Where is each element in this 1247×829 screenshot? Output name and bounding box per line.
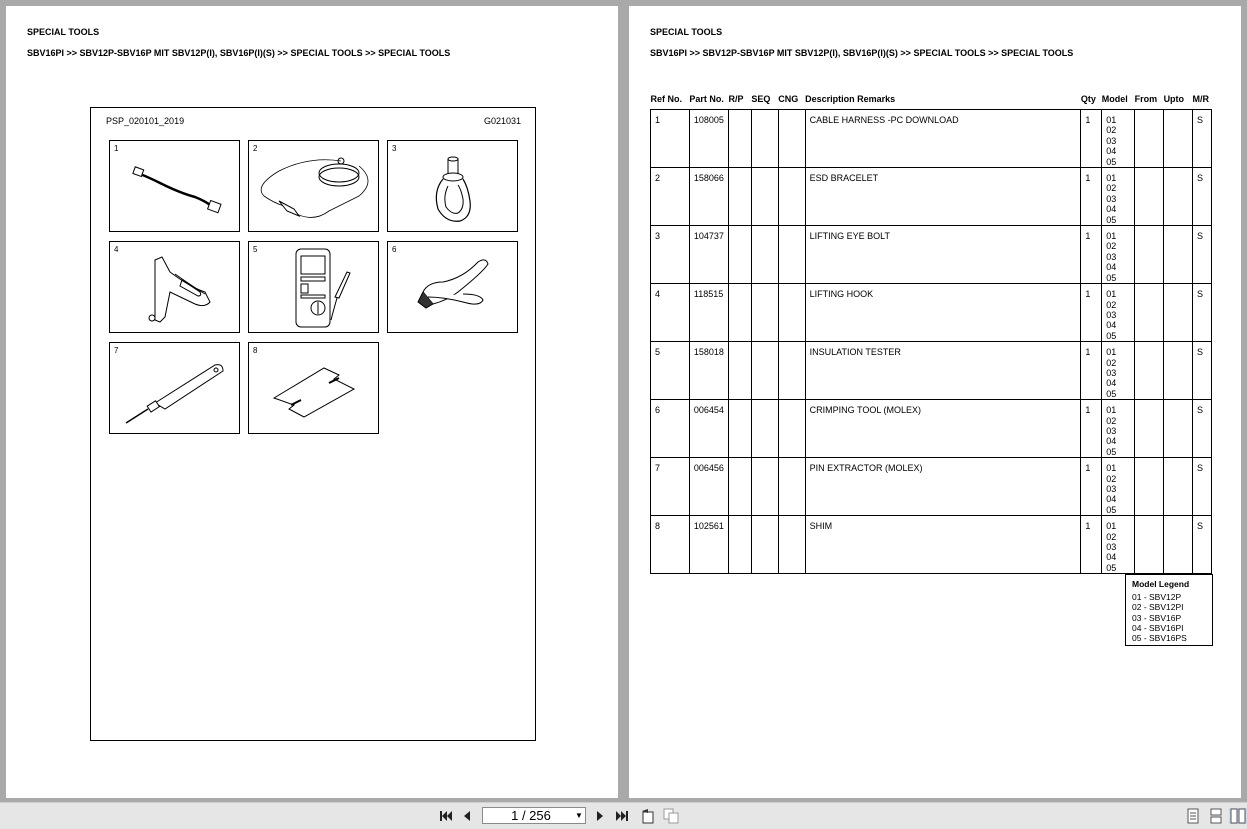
model-code: 03 [1106, 193, 1117, 204]
from-cell [1135, 226, 1164, 284]
upto-cell [1164, 284, 1193, 342]
cng-cell [778, 168, 805, 226]
parts-table [650, 93, 1212, 574]
model-code: 01 [1106, 521, 1117, 532]
cng-cell [778, 458, 805, 516]
figure-cell-7[interactable] [109, 342, 240, 434]
part-number-cell: 006454 [689, 400, 728, 458]
seq-cell [751, 110, 778, 168]
crimping-tool-icon [388, 242, 517, 332]
model-code: 05 [1106, 562, 1117, 573]
cell-number: 6 [392, 245, 397, 254]
model-code: 03 [1106, 425, 1117, 436]
legend-item: 05 - SBV16PS [1132, 633, 1187, 644]
part-number-cell: 118515 [689, 284, 728, 342]
mr-cell: S [1192, 400, 1211, 458]
model-code: 04 [1106, 262, 1117, 273]
figure-cell-1[interactable] [109, 140, 240, 232]
insulation-tester-icon [249, 242, 378, 332]
column-header: Description Remarks [805, 93, 1081, 110]
mr-cell: S [1192, 226, 1211, 284]
column-header: Qty [1081, 93, 1102, 110]
mr-cell: S [1192, 168, 1211, 226]
figure-cell-2[interactable] [248, 140, 379, 232]
table-header [651, 93, 1212, 110]
cng-cell [778, 516, 805, 574]
mr-cell: S [1192, 110, 1211, 168]
seq-cell [751, 400, 778, 458]
column-header: Part No. [689, 93, 728, 110]
ref-cell: 1 [651, 110, 690, 168]
part-number-cell: 158018 [689, 342, 728, 400]
breadcrumb: SBV16PI >> SBV12P-SBV16P MIT SBV12P(I), SBV16P(I)(S) >> SPECIAL TOOLS >> SPECIAL TOOLS [650, 48, 1074, 58]
cell-number: 4 [114, 245, 119, 254]
page-indicator: 1 / 256 [511, 808, 551, 823]
upto-cell [1164, 110, 1193, 168]
model-code: 04 [1106, 552, 1117, 563]
from-cell [1135, 516, 1164, 574]
figure-cell-6[interactable] [387, 241, 518, 333]
upto-cell [1164, 516, 1193, 574]
from-cell [1135, 342, 1164, 400]
table-row[interactable] [651, 168, 1212, 226]
description-cell: LIFTING EYE BOLT [805, 226, 1081, 284]
seq-cell [751, 168, 778, 226]
cng-cell [778, 342, 805, 400]
figure-cell-5[interactable] [248, 241, 379, 333]
table-row[interactable] [651, 284, 1212, 342]
column-header: Model [1102, 93, 1135, 110]
part-number-cell: 158066 [689, 168, 728, 226]
fit-icon[interactable] [662, 808, 680, 824]
rp-cell [728, 284, 751, 342]
column-header: M/R [1192, 93, 1211, 110]
legend-item: 02 - SBV12PI [1132, 602, 1184, 613]
column-header: R/P [728, 93, 751, 110]
rp-cell [728, 226, 751, 284]
mr-cell: S [1192, 458, 1211, 516]
upto-cell [1164, 342, 1193, 400]
from-cell [1135, 168, 1164, 226]
description-cell: CRIMPING TOOL (MOLEX) [805, 400, 1081, 458]
model-code: 05 [1106, 214, 1117, 225]
seq-cell [751, 226, 778, 284]
model-code: 02 [1106, 531, 1117, 542]
breadcrumb: SBV16PI >> SBV12P-SBV16P MIT SBV12P(I), SBV16P(I)(S) >> SPECIAL TOOLS >> SPECIAL TOOLS [27, 48, 451, 58]
continuous-icon[interactable] [1208, 808, 1224, 824]
rp-cell [728, 168, 751, 226]
model-code: 04 [1106, 204, 1117, 215]
seq-cell [751, 458, 778, 516]
from-cell [1135, 400, 1164, 458]
esd-bracelet-icon [249, 141, 378, 231]
description-cell: SHIM [805, 516, 1081, 574]
ref-cell: 2 [651, 168, 690, 226]
from-cell [1135, 458, 1164, 516]
cng-cell [778, 226, 805, 284]
lifting-eye-bolt-icon [388, 141, 517, 231]
model-code: 05 [1106, 330, 1117, 341]
from-cell [1135, 110, 1164, 168]
viewer-toolbar [0, 802, 1247, 829]
model-cell [1102, 226, 1135, 284]
mr-cell: S [1192, 284, 1211, 342]
model-cell [1102, 110, 1135, 168]
model-cell [1102, 516, 1135, 574]
ref-cell: 4 [651, 284, 690, 342]
model-cell [1102, 342, 1135, 400]
table-row[interactable] [651, 226, 1212, 284]
figure-cell-3[interactable] [387, 140, 518, 232]
model-code: 02 [1106, 125, 1117, 136]
qty-cell: 1 [1081, 400, 1102, 458]
rp-cell [728, 400, 751, 458]
model-code: 01 [1106, 289, 1117, 300]
figure-code: PSP_020101_2019 [106, 116, 185, 126]
rp-cell [728, 342, 751, 400]
seq-cell [751, 284, 778, 342]
model-code: 04 [1106, 494, 1117, 505]
model-code: 04 [1106, 320, 1117, 331]
part-number-cell: 102561 [689, 516, 728, 574]
shim-icon [249, 343, 378, 433]
ref-cell: 5 [651, 342, 690, 400]
model-code: 04 [1106, 436, 1117, 447]
ref-cell: 7 [651, 458, 690, 516]
model-code: 04 [1106, 146, 1117, 157]
model-cell [1102, 284, 1135, 342]
model-code: 05 [1106, 388, 1117, 399]
part-number-cell: 104737 [689, 226, 728, 284]
from-cell [1135, 284, 1164, 342]
model-cell [1102, 168, 1135, 226]
description-cell: ESD BRACELET [805, 168, 1081, 226]
model-code: 02 [1106, 299, 1117, 310]
cell-number: 5 [253, 245, 258, 254]
lifting-hook-icon [110, 242, 239, 332]
table-row[interactable] [651, 458, 1212, 516]
rp-cell [728, 458, 751, 516]
upto-cell [1164, 400, 1193, 458]
column-header: SEQ [751, 93, 778, 110]
model-code: 01 [1106, 347, 1117, 358]
right-page [629, 6, 1241, 798]
qty-cell: 1 [1081, 284, 1102, 342]
model-code: 05 [1106, 446, 1117, 457]
model-code: 03 [1106, 135, 1117, 146]
model-code: 02 [1106, 183, 1117, 194]
qty-cell: 1 [1081, 516, 1102, 574]
table-row[interactable] [651, 400, 1212, 458]
upto-cell [1164, 168, 1193, 226]
figure-cell-8[interactable] [248, 342, 379, 434]
page-title: SPECIAL TOOLS [27, 27, 100, 37]
model-code: 05 [1106, 156, 1117, 167]
cng-cell [778, 110, 805, 168]
table-row[interactable] [651, 516, 1212, 574]
model-code: 03 [1106, 367, 1117, 378]
qty-cell: 1 [1081, 226, 1102, 284]
seq-cell [751, 342, 778, 400]
ref-cell: 8 [651, 516, 690, 574]
model-code: 02 [1106, 357, 1117, 368]
model-code: 02 [1106, 241, 1117, 252]
ref-cell: 6 [651, 400, 690, 458]
figure-cell-4[interactable] [109, 241, 240, 333]
model-code: 05 [1106, 272, 1117, 283]
left-page [6, 6, 618, 798]
seq-cell [751, 516, 778, 574]
model-cell [1102, 458, 1135, 516]
column-header: Upto [1164, 93, 1193, 110]
upto-cell [1164, 458, 1193, 516]
model-code: 03 [1106, 251, 1117, 262]
model-code: 03 [1106, 542, 1117, 553]
first-page-icon[interactable] [438, 808, 454, 824]
ref-cell: 3 [651, 226, 690, 284]
column-header: CNG [778, 93, 805, 110]
column-header: Ref No. [651, 93, 690, 110]
table-row[interactable] [651, 110, 1212, 168]
single-page-icon[interactable] [1185, 808, 1201, 824]
prev-page-icon[interactable] [460, 808, 474, 824]
model-code: 03 [1106, 309, 1117, 320]
cng-cell [778, 400, 805, 458]
cable-harness-icon [110, 141, 239, 231]
cng-cell [778, 284, 805, 342]
next-page-icon[interactable] [593, 808, 607, 824]
legend-item: 01 - SBV12P [1132, 592, 1182, 602]
model-code: 02 [1106, 473, 1117, 484]
description-cell: CABLE HARNESS -PC DOWNLOAD [805, 110, 1081, 168]
table-row[interactable] [651, 342, 1212, 400]
description-cell: PIN EXTRACTOR (MOLEX) [805, 458, 1081, 516]
parts-figure [90, 107, 536, 741]
last-page-icon[interactable] [614, 808, 630, 824]
model-legend [1125, 574, 1213, 646]
column-header: From [1135, 93, 1164, 110]
model-code: 01 [1106, 463, 1117, 474]
qty-cell: 1 [1081, 110, 1102, 168]
legend-title: Model Legend [1132, 579, 1190, 589]
part-number-cell: 006456 [689, 458, 728, 516]
two-page-icon[interactable] [1229, 808, 1247, 824]
qty-cell: 1 [1081, 458, 1102, 516]
description-cell: LIFTING HOOK [805, 284, 1081, 342]
upto-cell [1164, 226, 1193, 284]
cell-number: 7 [114, 346, 119, 355]
model-code: 04 [1106, 378, 1117, 389]
cell-number: 3 [392, 144, 397, 153]
rp-cell [728, 516, 751, 574]
model-code: 02 [1106, 415, 1117, 426]
page-number-select[interactable] [482, 807, 586, 824]
page-title: SPECIAL TOOLS [650, 27, 723, 37]
model-code: 05 [1106, 504, 1117, 515]
model-code: 01 [1106, 405, 1117, 416]
qty-cell: 1 [1081, 168, 1102, 226]
mr-cell: S [1192, 516, 1211, 574]
figure-id: G021031 [483, 116, 521, 126]
pin-extractor-icon [110, 343, 239, 433]
chevron-down-icon: ▼ [575, 811, 583, 820]
rp-cell [728, 110, 751, 168]
model-code: 01 [1106, 173, 1117, 184]
rotate-icon[interactable] [639, 808, 657, 824]
cell-number: 1 [114, 144, 119, 153]
cell-number: 8 [253, 346, 258, 355]
legend-item: 04 - SBV16PI [1132, 622, 1184, 633]
model-cell [1102, 400, 1135, 458]
cell-number: 2 [253, 144, 258, 153]
model-code: 01 [1106, 115, 1117, 125]
description-cell: INSULATION TESTER [805, 342, 1081, 400]
model-code: 03 [1106, 484, 1117, 494]
qty-cell: 1 [1081, 342, 1102, 400]
model-code: 01 [1106, 231, 1117, 242]
mr-cell: S [1192, 342, 1211, 400]
legend-item: 03 - SBV16P [1132, 612, 1182, 623]
part-number-cell: 108005 [689, 110, 728, 168]
